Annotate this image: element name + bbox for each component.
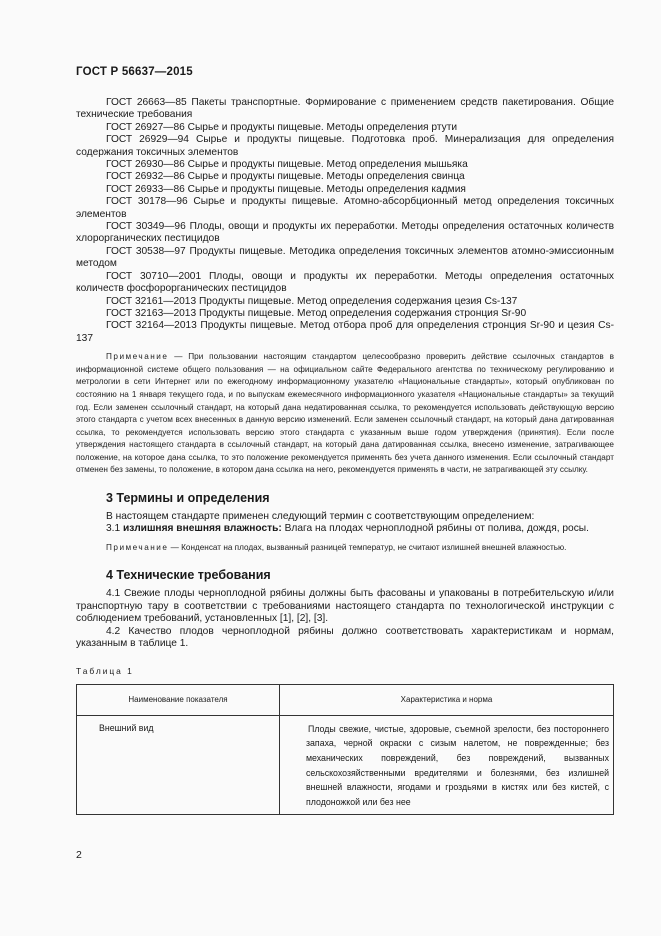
- term-name: излишняя внешняя влажность:: [123, 523, 282, 535]
- reference-item: ГОСТ 26932—86 Сырье и продукты пищевые. Методы определения свинца: [106, 171, 465, 183]
- requirement-paragraph: 4.2 Качество плодов черноплодной рябины должно соответствовать характеристикам и нормам, указанным в таблице 1.: [76, 625, 614, 650]
- note-label: Примечание: [106, 542, 169, 552]
- reference-item: ГОСТ 26927—86 Сырье и продукты пищевые. Методы определения ртути: [106, 121, 458, 133]
- terms-intro: В настоящем стандарте применен следующий термин с соответствующим определением:: [106, 511, 535, 523]
- reference-item: ГОСТ 30710—2001 Плоды, овощи и продукты их переработки. Методы определения остаточных количеств фосфорорганических пестицидов: [76, 270, 614, 295]
- term-text: Влага на плодах черноплодной рябины от полива, дождя, росы.: [284, 523, 589, 535]
- section-heading-requirements: 4 Технические требования: [106, 568, 271, 583]
- reference-item: ГОСТ 30349—96 Плоды, овощи и продукты их переработки. Методы определения остаточных количеств хлорорганических пестицидов: [76, 221, 614, 245]
- table-row: [77, 715, 614, 814]
- document-header: ГОСТ Р 56637—2015: [76, 66, 193, 78]
- note-label: Примечание: [106, 352, 169, 362]
- reference-item: ГОСТ 26663—85 Пакеты транспортные. Формирование с применением средств пакетирования. Общие технические требования: [76, 97, 614, 121]
- requirement-paragraph: 4.1 Свежие плоды черноплодной рябины должны быть фасованы и упакованы в потребительскую и/или транспортную тару в соответствии с требованиями настоящего стандарта по технологической инструкции с соблюдением требований, установленных [1], [2], [3].: [76, 588, 614, 625]
- section-heading-terms: 3 Термины и определения: [106, 491, 270, 506]
- note-text: — Конденсат на плодах, вызванный разницей температур, не считают излишней внешней влажностью.: [170, 542, 567, 552]
- reference-item: ГОСТ 26933—86 Сырье и продукты пищевые. Методы определения кадмия: [106, 183, 466, 195]
- reference-item: ГОСТ 32164—2013 Продукты пищевые. Метод отбора проб для определения стронция Sr-90 и цезия Cs-137: [76, 320, 614, 344]
- reference-item: ГОСТ 30178—96 Сырье и продукты пищевые. Атомно-абсорбционный метод определения токсичных элементов: [76, 196, 614, 220]
- page-body: [76, 97, 614, 815]
- note-text: — При пользовании настоящим стандартом целесообразно проверить действие ссылочных стандартов в информационной системе общего пользования — на официальном сайте Федерального агентства по техническому регулированию и метрологии в сети Интернет или по ежегодному информационному указателю «Национальные стандарты», который опубликован по состоянию на 1 января текущего года, и по выпускам ежемесячного информационного указателя «Национальные стандарты» за текущий год. Если заменен ссылочный стандарт, на который дана недатированная ссылка, то рекомендуется использовать действующую версию этого стандарта с учетом всех внесенных в данную версию изменений. Если заменен ссылочный стандарт, на который дана датированная ссылка, то рекомендуется использовать версию этого стандарта с указанным выше годом утверждения (принятия). Если после утверждения настоящего стандарта в ссылочный стандарт, на который дана датированная ссылка, внесено изменение, затрагивающее положение, на которое дана ссылка, то это положение рекомендуется применять без учета данного изменения. Если ссылочный стандарт отменен без замены, то положение, в котором дана ссылка на него, рекомендуется применять в части, не затрагивающей эту ссылку.: [76, 352, 614, 475]
- table-header-cell: Характеристика и норма: [280, 684, 614, 715]
- reference-item: ГОСТ 26930—86 Сырье и продукты пищевые. Метод определения мышьяка: [106, 159, 468, 171]
- reference-item: ГОСТ 32163—2013 Продукты пищевые. Метод определения содержания стронция Sr-90: [106, 307, 527, 319]
- table-header-cell: Наименование показателя: [77, 684, 280, 715]
- table-cell-indicator: Внешний вид: [77, 715, 280, 814]
- terms-note: [76, 542, 614, 555]
- reference-item: ГОСТ 26929—94 Сырье и продукты пищевые. Подготовка проб. Минерализация для определения содержания токсичных элементов: [76, 134, 614, 158]
- term-definition: [76, 523, 614, 535]
- reference-item: ГОСТ 32161—2013 Продукты пищевые. Метод определения содержания цезия Cs-137: [106, 295, 518, 307]
- references-note: [76, 351, 614, 477]
- table-cell-norm: Плоды свежие, чистые, здоровые, съемной зрелости, без постороннего запаха, черной окраски с сизым налетом, не поврежденные; без механических повреждений, без повреждений, вызванных сельскохозяйственными вредителями и болезнями, без излишней внешней влажности, ягодами и гроздьями в кистях или без кистей, с плодоножкой или без нее: [280, 715, 614, 814]
- normative-references-list: [76, 97, 614, 345]
- quality-table: [76, 684, 614, 815]
- page-number: 2: [76, 849, 82, 861]
- table-header-row: [77, 684, 614, 715]
- reference-item: ГОСТ 30538—97 Продукты пищевые. Методика определения токсичных элементов атомно-эмиссионным методом: [76, 245, 614, 270]
- term-number: 3.1: [106, 523, 121, 535]
- table-caption: Таблица 1: [76, 665, 134, 676]
